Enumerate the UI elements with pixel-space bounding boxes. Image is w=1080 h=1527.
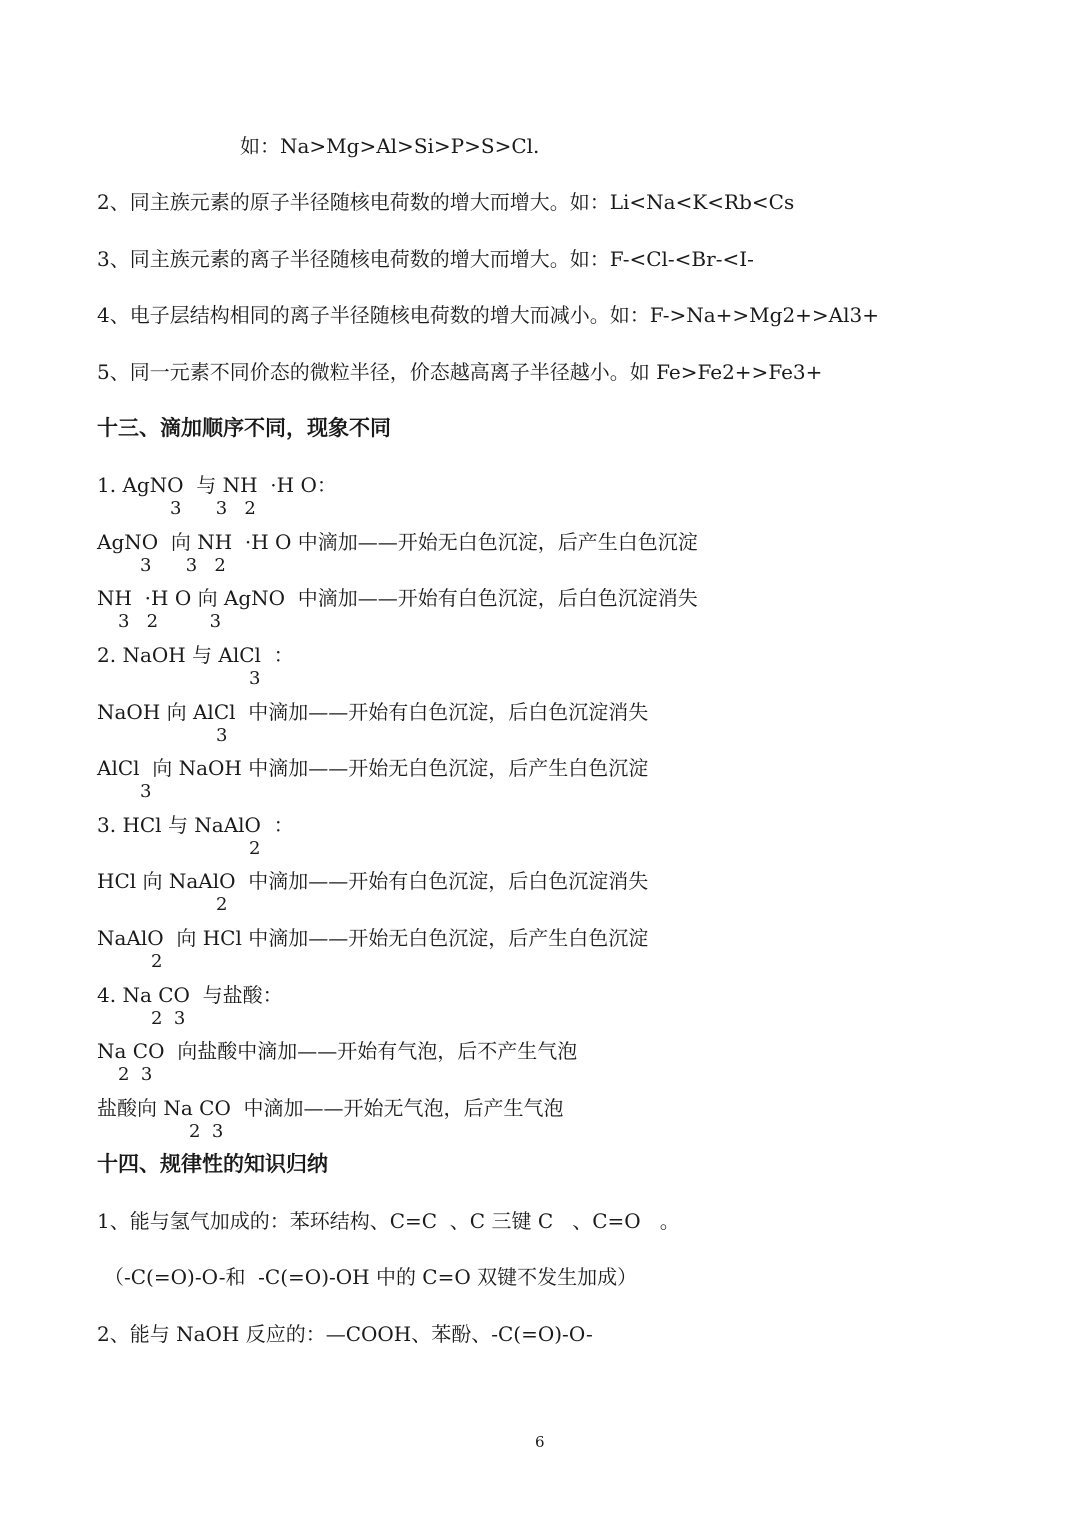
rule-3: 3、同主族元素的离子半径随核电荷数的增大而增大。如：F-<Cl-<Br-<I- [97, 247, 754, 271]
item-hcl-naalo2: 3. HCl 与 NaAlO ： [97, 813, 294, 837]
subscript: 2 [151, 951, 163, 972]
item-na2co3-into-hcl: Na CO 向盐酸中滴加——开始有气泡，后不产生气泡 [97, 1039, 578, 1063]
subscript: 2 3 [118, 1064, 153, 1085]
rule-4: 4、电子层结构相同的离子半径随核电荷数的增大而减小。如：F->Na+>Mg2+>Al3+ [97, 303, 880, 327]
subscript: 3 [140, 781, 152, 802]
item-naoh-into-alcl3: NaOH 向 AlCl 中滴加——开始有白色沉淀，后白色沉淀消失 [97, 700, 649, 724]
subscript: 3 3 2 [140, 555, 226, 576]
item-na2co3-hcl: 4. Na CO 与盐酸： [97, 983, 283, 1007]
section-14-heading: 十四、规律性的知识归纳 [97, 1152, 328, 1176]
section-13-heading: 十三、滴加顺序不同，现象不同 [97, 416, 391, 440]
subscript: 2 [249, 838, 261, 859]
item-alcl3-into-naoh: AlCl 向 NaOH 中滴加——开始无白色沉淀，后产生白色沉淀 [97, 756, 649, 780]
item-agno3-nh3: 1. AgNO 与 NH ·H O： [97, 473, 337, 497]
item-agno3-into-nh3: AgNO 向 NH ·H O 中滴加——开始无白色沉淀，后产生白色沉淀 [97, 530, 698, 554]
rule-5: 5、同一元素不同价态的微粒半径，价态越高离子半径越小。如 Fe>Fe2+>Fe3+ [97, 360, 823, 384]
item-hcl-into-naalo2: HCl 向 NaAlO 中滴加——开始有白色沉淀，后白色沉淀消失 [97, 869, 649, 893]
hydrogen-addition-note: （-C(=O)-O-和 -C(=O)-OH 中的 C=O 双键不发生加成） [104, 1265, 638, 1289]
subscript: 3 [216, 725, 228, 746]
subscript: 3 [249, 668, 261, 689]
item-naoh-alcl3: 2. NaOH 与 AlCl ： [97, 643, 294, 667]
hydrogen-addition-line: 1、能与氢气加成的：苯环结构、C=C 、C 三键 C 、C=O 。 [97, 1209, 680, 1233]
item-nh3-into-agno3: NH ·H O 向 AgNO 中滴加——开始有白色沉淀，后白色沉淀消失 [97, 586, 698, 610]
page-number: 6 [535, 1433, 545, 1451]
subscript: 3 3 2 [170, 498, 256, 519]
item-hcl-into-na2co3: 盐酸向 Na CO 中滴加——开始无气泡，后产生气泡 [97, 1096, 564, 1120]
subscript: 2 [216, 894, 228, 915]
subscript: 3 2 3 [118, 611, 222, 632]
naoh-reaction-line: 2、能与 NaOH 反应的：—COOH、苯酚、-C(=O)-O- [97, 1322, 593, 1346]
item-naalo2-into-hcl: NaAlO 向 HCl 中滴加——开始无白色沉淀，后产生白色沉淀 [97, 926, 649, 950]
subscript: 2 3 [151, 1008, 186, 1029]
example-period-line: 如：Na>Mg>Al>Si>P>S>Cl. [240, 134, 540, 158]
rule-2: 2、同主族元素的原子半径随核电荷数的增大而增大。如：Li<Na<K<Rb<Cs [97, 190, 795, 214]
subscript: 2 3 [189, 1121, 224, 1142]
